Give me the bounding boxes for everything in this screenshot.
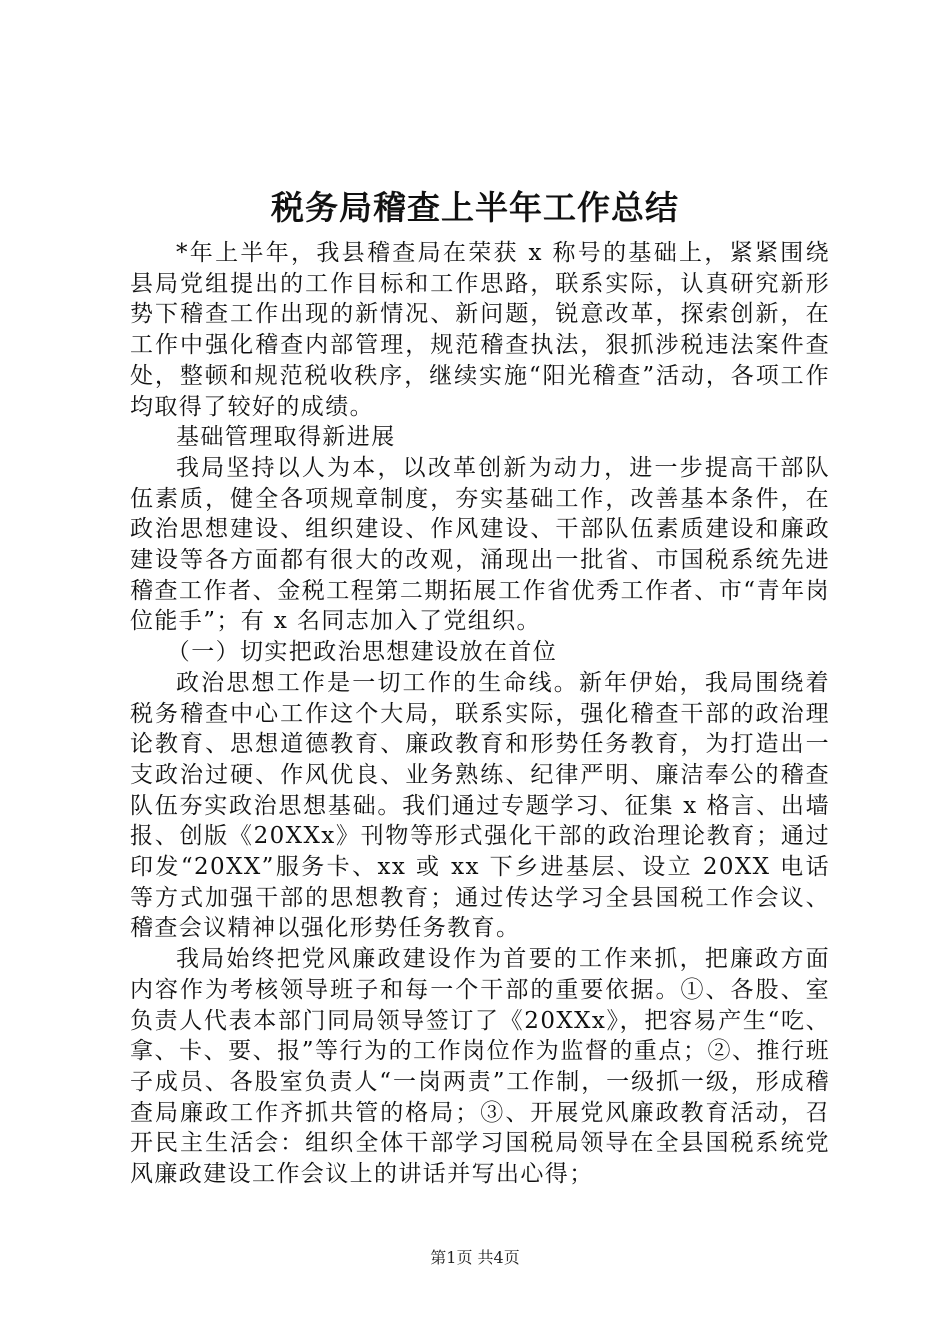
section-heading-basic-management: 基础管理取得新进展	[176, 424, 396, 451]
page-number-footer: 第1页 共4页	[430, 1248, 520, 1267]
paragraph-political-thought: 政治思想工作是一切工作的生命线。新年伊始，我局围绕着税务稽查中心工作这个大局，联系实际，强化稽查干部的政治理论教育、思想道德教育、廉政教育和形势任务教育，为打造出一支政治过硬、作风优良、业务熟练、纪律严明、廉洁奉公的稽查队伍夯实政治思想基础。我们通过专题学习、征集 x 格言、出墙报、创版《20XXx》刊物等形式强化干部的政治理论教育；通过印发“20XX”服务卡、xx 或 xx 下乡进基层、设立 20XX 电话等方式加强干部的思想教育；通过传达学习全县国税工作会议、稽查会议精神以强化形势任务教育。	[130, 669, 830, 942]
subsection-heading-political-thought: （一）切实把政治思想建设放在首位	[166, 639, 558, 666]
document-title: 税务局稽查上半年工作总结	[271, 188, 679, 227]
paragraph-basic-management: 我局坚持以人为本，以改革创新为动力，进一步提高干部队伍素质，健全各项规章制度，夯实基础工作，改善基本条件，在政治思想建设、组织建设、作风建设、干部队伍素质建设和廉政建设等各方面都有很大的改观，涌现出一批省、市国税系统先进稽查工作者、金税工程第二期拓展工作省优秀工作者、市“青年岗位能手”；有 x 名同志加入了党组织。	[130, 454, 830, 635]
paragraph-anti-corruption: 我局始终把党风廉政建设作为首要的工作来抓，把廉政方面内容作为考核领导班子和每一个干部的重要依据。①、各股、室负责人代表本部门同局领导签订了《20XXx》，把容易产生“吃、拿、卡、要、报”等行为的工作岗位作为监督的重点；②、推行班子成员、各股室负责人“一岗两责”工作制，一级抓一级，形成稽查局廉政工作齐抓共管的格局；③、开展党风廉政教育活动，召开民主生活会：组织全体干部学习国税局领导在全县国税系统党风廉政建设工作会议上的讲话并写出心得；	[130, 946, 830, 1188]
document-body	[130, 238, 830, 1190]
paragraph-intro: *年上半年，我县稽查局在荣获 x 称号的基础上，紧紧围绕县局党组提出的工作目标和工作思路，联系实际，认真研究新形势下稽查工作出现的新情况、新问题，锐意改革，探索创新，在工作中强化稽查内部管理，规范稽查执法，狠抓涉税违法案件查处，整顿和规范税收秩序，继续实施“阳光稽查”活动，各项工作均取得了较好的成绩。	[130, 240, 830, 420]
